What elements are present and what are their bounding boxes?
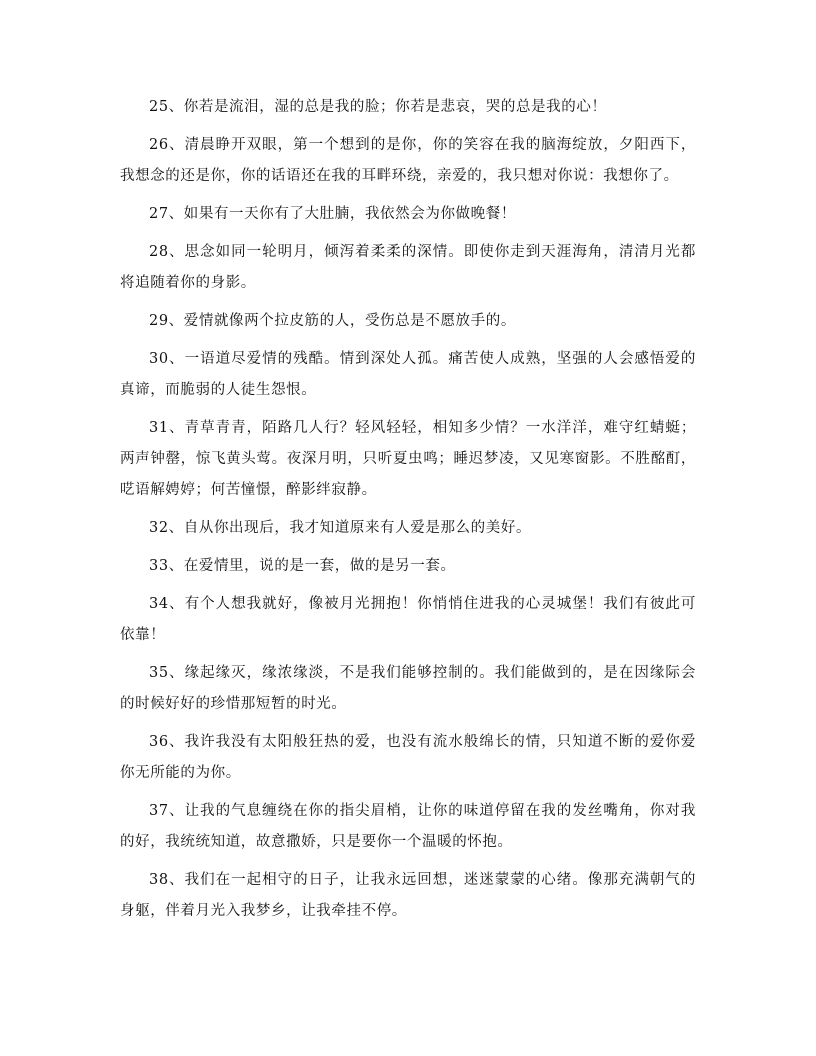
paragraph-33: 33、在爱情里，说的是一套，做的是另一套。 xyxy=(149,558,456,574)
paragraph-27: 27、如果有一天你有了大肚腩，我依然会为你做晚餐！ xyxy=(149,206,516,222)
document-body xyxy=(120,92,696,934)
paragraph-30: 30、一语道尽爱情的残酷。情到深处人孤。痛苦使人成熟，坚强的人会感悟爱的真谛，而脆弱的人徒生怨恨。 xyxy=(120,351,696,398)
paragraph-36: 36、我许我没有太阳般狂热的爱，也没有流水般绵长的情，只知道不断的爱你爱你无所能的为你。 xyxy=(120,734,696,781)
paragraph-29: 29、爱情就像两个拉皮筋的人，受伤总是不愿放手的。 xyxy=(149,313,516,329)
paragraph-35: 35、缘起缘灭，缘浓缘淡，不是我们能够控制的。我们能做到的，是在因缘际会的时候好好的珍惜那短暂的时光。 xyxy=(120,665,696,712)
paragraph-26: 26、清晨睁开双眼，第一个想到的是你，你的笑容在我的脑海绽放，夕阳西下，我想念的还是你，你的话语还在我的耳畔环绕，亲爱的，我只想对你说：我想你了。 xyxy=(120,137,696,184)
paragraph-38: 38、我们在一起相守的日子，让我永远回想，迷迷蒙蒙的心绪。像那充满朝气的身躯，伴着月光入我梦乡，让我牵挂不停。 xyxy=(120,872,696,919)
paragraph-32: 32、自从你出现后，我才知道原来有人爱是那么的美好。 xyxy=(149,520,532,536)
paragraph-25: 25、你若是流泪，湿的总是我的脸；你若是悲哀，哭的总是我的心！ xyxy=(149,99,607,115)
paragraph-34: 34、有个人想我就好，像被月光拥抱！你悄悄住进我的心灵城堡！我们有彼此可依靠！ xyxy=(120,596,696,643)
paragraph-31: 31、青草青青，陌路几人行？轻风轻轻，相知多少情？一水洋洋，难守红蜻蜓；两声钟罄，惊飞黄头莺。夜深月明，只听夏虫鸣；睡迟梦凌，又见寒窗影。不胜酩酊，呓语解娉婷；何苦憧憬，醉影绊寂静。 xyxy=(120,420,696,498)
paragraph-37: 37、让我的气息缠绕在你的指尖眉梢，让你的味道停留在我的发丝嘴角，你对我的好，我统统知道，故意撒娇，只是要你一个温暖的怀抱。 xyxy=(120,803,696,850)
paragraph-28: 28、思念如同一轮明月，倾泻着柔柔的深情。即使你走到天涯海角，清清月光都将追随着你的身影。 xyxy=(120,244,696,291)
